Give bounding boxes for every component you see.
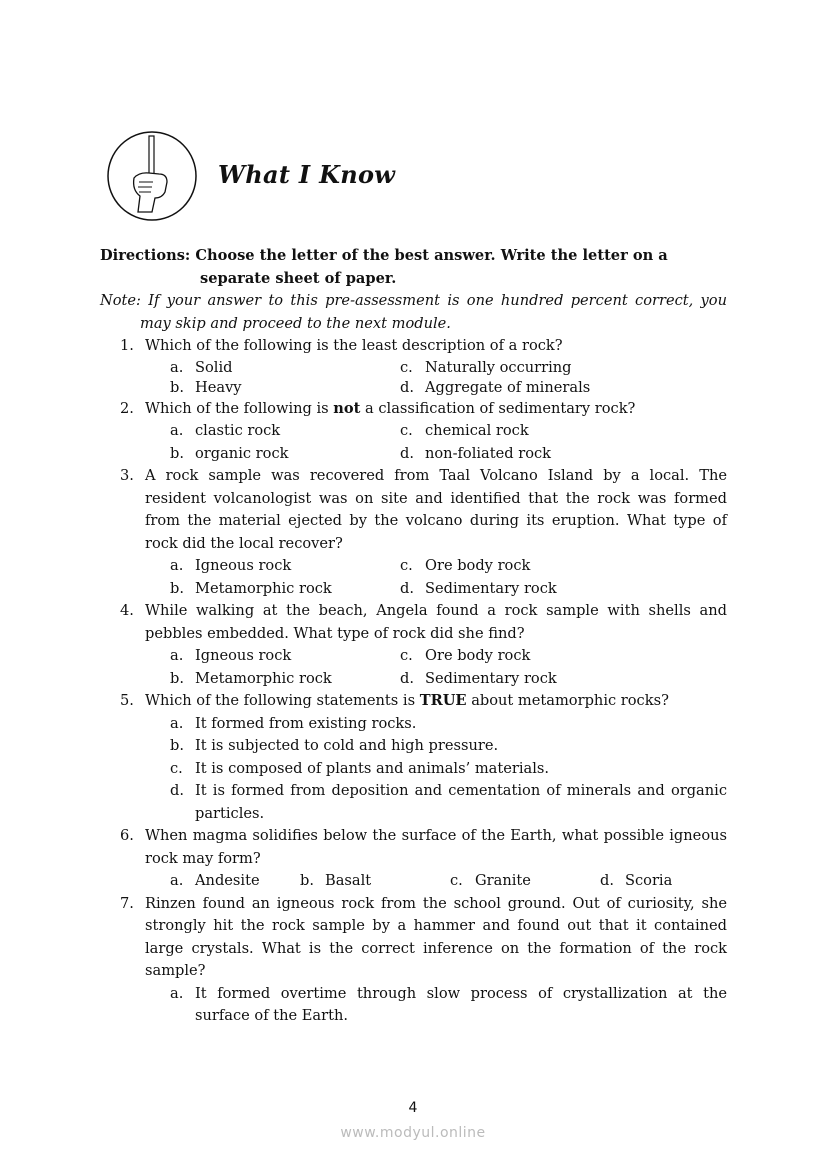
question-stem: While walking at the beach, Angela found a rock sample with shells and pebbles embedded. What type of rock did she find? — [145, 602, 727, 642]
question-stem: Rinzen found an igneous rock from the school ground. Out of curiosity, she strongly hit the rock sample by a hammer and found out that it contained large crystals. What is the correct inference on the formation of the rock sample? — [145, 894, 727, 979]
question-number: 1. — [120, 337, 134, 354]
directions-line2: separate sheet of paper. — [200, 269, 397, 287]
option-text: It formed from existing rocks. — [195, 714, 417, 732]
option-text: Granite — [475, 872, 531, 889]
option-text: Aggregate of minerals — [425, 378, 591, 396]
question-number: 3. — [120, 467, 134, 484]
option-letter: b. — [170, 378, 184, 396]
option-letter: a. — [170, 647, 184, 664]
question-stem: Which of the following is the least description of a rock? — [145, 337, 563, 354]
option-a — [170, 870, 300, 893]
option-letter: d. — [400, 444, 414, 462]
watermark: www.modyul.online — [340, 1125, 486, 1141]
question-text — [145, 600, 727, 645]
option-a — [170, 645, 400, 668]
question-1 — [100, 335, 727, 398]
option-c — [400, 555, 727, 578]
option-text: It is subjected to cold and high pressure. — [195, 737, 499, 754]
option-letter: d. — [400, 378, 414, 396]
option-b — [170, 578, 400, 601]
option-letter: d. — [170, 782, 184, 799]
option-letter: c. — [400, 647, 413, 664]
answer-options — [145, 983, 727, 1028]
option-letter: c. — [450, 872, 463, 889]
question-stem: a classification of sedimentary rock? — [360, 399, 636, 417]
option-text: Naturally occurring — [425, 358, 572, 376]
question-stem: Which of the following is — [145, 399, 334, 417]
option-text: Solid — [195, 358, 233, 376]
option-a — [170, 713, 727, 736]
option-a — [170, 983, 727, 1028]
option-letter: b. — [300, 872, 314, 889]
option-b — [170, 735, 727, 758]
option-d — [600, 870, 727, 893]
option-text: Heavy — [195, 378, 242, 396]
question-5 — [100, 690, 727, 825]
option-text: chemical rock — [425, 422, 529, 439]
option-c — [450, 870, 600, 893]
assessment-content — [100, 245, 727, 1028]
option-letter: c. — [400, 358, 413, 376]
answer-options — [145, 645, 727, 690]
directions-line1: Directions: Choose the letter of the best answer. Write the letter on a — [100, 247, 668, 264]
option-text: Sedimentary rock — [425, 669, 557, 687]
option-d — [170, 780, 727, 825]
option-letter: d. — [400, 669, 414, 687]
option-d — [400, 443, 727, 466]
answer-options — [145, 420, 727, 465]
option-letter: c. — [400, 557, 413, 574]
option-a — [170, 555, 400, 578]
option-text: Metamorphic rock — [195, 579, 332, 597]
question-stem: A rock sample was recovered from Taal Volcano Island by a local. The resident volcanologist was on site and identified that the rock was formed from the material ejected by the volcano during its eruption. What type of rock did the local recover? — [145, 467, 727, 552]
option-letter: a. — [170, 358, 184, 376]
option-letter: b. — [170, 669, 184, 687]
option-text: It is composed of plants and animals’ materials. — [195, 759, 550, 777]
option-a — [170, 358, 400, 378]
question-text — [145, 690, 727, 713]
question-6 — [100, 825, 727, 893]
option-letter: c. — [170, 759, 183, 777]
question-number: 2. — [120, 399, 134, 417]
question-2 — [100, 398, 727, 466]
option-text: It formed overtime through slow process of crystallization at the surface of the Earth. — [195, 984, 727, 1024]
question-number: 7. — [120, 894, 134, 912]
question-text — [145, 335, 727, 358]
page-number: 4 — [408, 1100, 418, 1116]
question-text — [145, 893, 727, 983]
option-text: Ore body rock — [425, 557, 531, 574]
answer-options — [145, 870, 727, 893]
option-d — [400, 578, 727, 601]
hand-holding-pencil-icon — [106, 130, 198, 222]
option-letter: b. — [170, 444, 184, 462]
option-text: It is formed from deposition and cementation of minerals and organic particles. — [195, 782, 727, 822]
option-b — [170, 668, 400, 691]
option-text: Basalt — [325, 872, 372, 889]
question-number: 5. — [120, 692, 134, 709]
option-letter: a. — [170, 714, 184, 732]
option-letter: d. — [600, 872, 614, 889]
question-text — [145, 825, 727, 870]
option-d — [400, 378, 727, 398]
section-title: What I Know — [218, 160, 396, 189]
question-stem: Which of the following statements is — [145, 692, 420, 709]
question-stem: about metamorphic rocks? — [466, 692, 669, 709]
directions — [100, 245, 727, 290]
answer-options — [145, 713, 727, 826]
option-text: organic rock — [195, 444, 289, 462]
answer-options — [145, 358, 727, 398]
option-letter: c. — [400, 422, 413, 439]
option-text: Sedimentary rock — [425, 579, 557, 597]
question-emphasis: TRUE — [419, 692, 467, 709]
option-d — [400, 668, 727, 691]
option-b — [170, 443, 400, 466]
question-stem: When magma solidifies below the surface of the Earth, what possible igneous rock may form? — [145, 827, 727, 867]
answer-options — [145, 555, 727, 600]
question-emphasis: not — [333, 399, 361, 417]
question-text — [145, 465, 727, 555]
question-3 — [100, 465, 727, 600]
option-letter: a. — [170, 984, 184, 1002]
option-b — [170, 378, 400, 398]
question-number: 4. — [120, 602, 134, 619]
option-letter: d. — [400, 579, 414, 597]
option-text: Metamorphic rock — [195, 669, 332, 687]
option-text: clastic rock — [195, 422, 281, 439]
question-list — [100, 335, 727, 1028]
question-4 — [100, 600, 727, 690]
option-c — [400, 420, 727, 443]
note: Note: If your answer to this pre-assessment is one hundred percent correct, you may skip and proceed to the next module. — [100, 292, 727, 332]
option-b — [300, 870, 450, 893]
option-c — [400, 645, 727, 668]
option-letter: a. — [170, 872, 184, 889]
option-c — [400, 358, 727, 378]
question-text — [145, 398, 727, 421]
option-text: Ore body rock — [425, 647, 531, 664]
option-a — [170, 420, 400, 443]
question-7 — [100, 893, 727, 1028]
option-letter: b. — [170, 579, 184, 597]
option-letter: a. — [170, 422, 184, 439]
option-text: non-foliated rock — [425, 444, 551, 462]
question-number: 6. — [120, 827, 134, 844]
option-text: Scoria — [625, 872, 673, 889]
option-letter: b. — [170, 737, 184, 754]
option-text: Igneous rock — [195, 557, 292, 574]
option-c — [170, 758, 727, 781]
option-text: Igneous rock — [195, 647, 292, 664]
option-letter: a. — [170, 557, 184, 574]
option-text: Andesite — [195, 872, 260, 889]
